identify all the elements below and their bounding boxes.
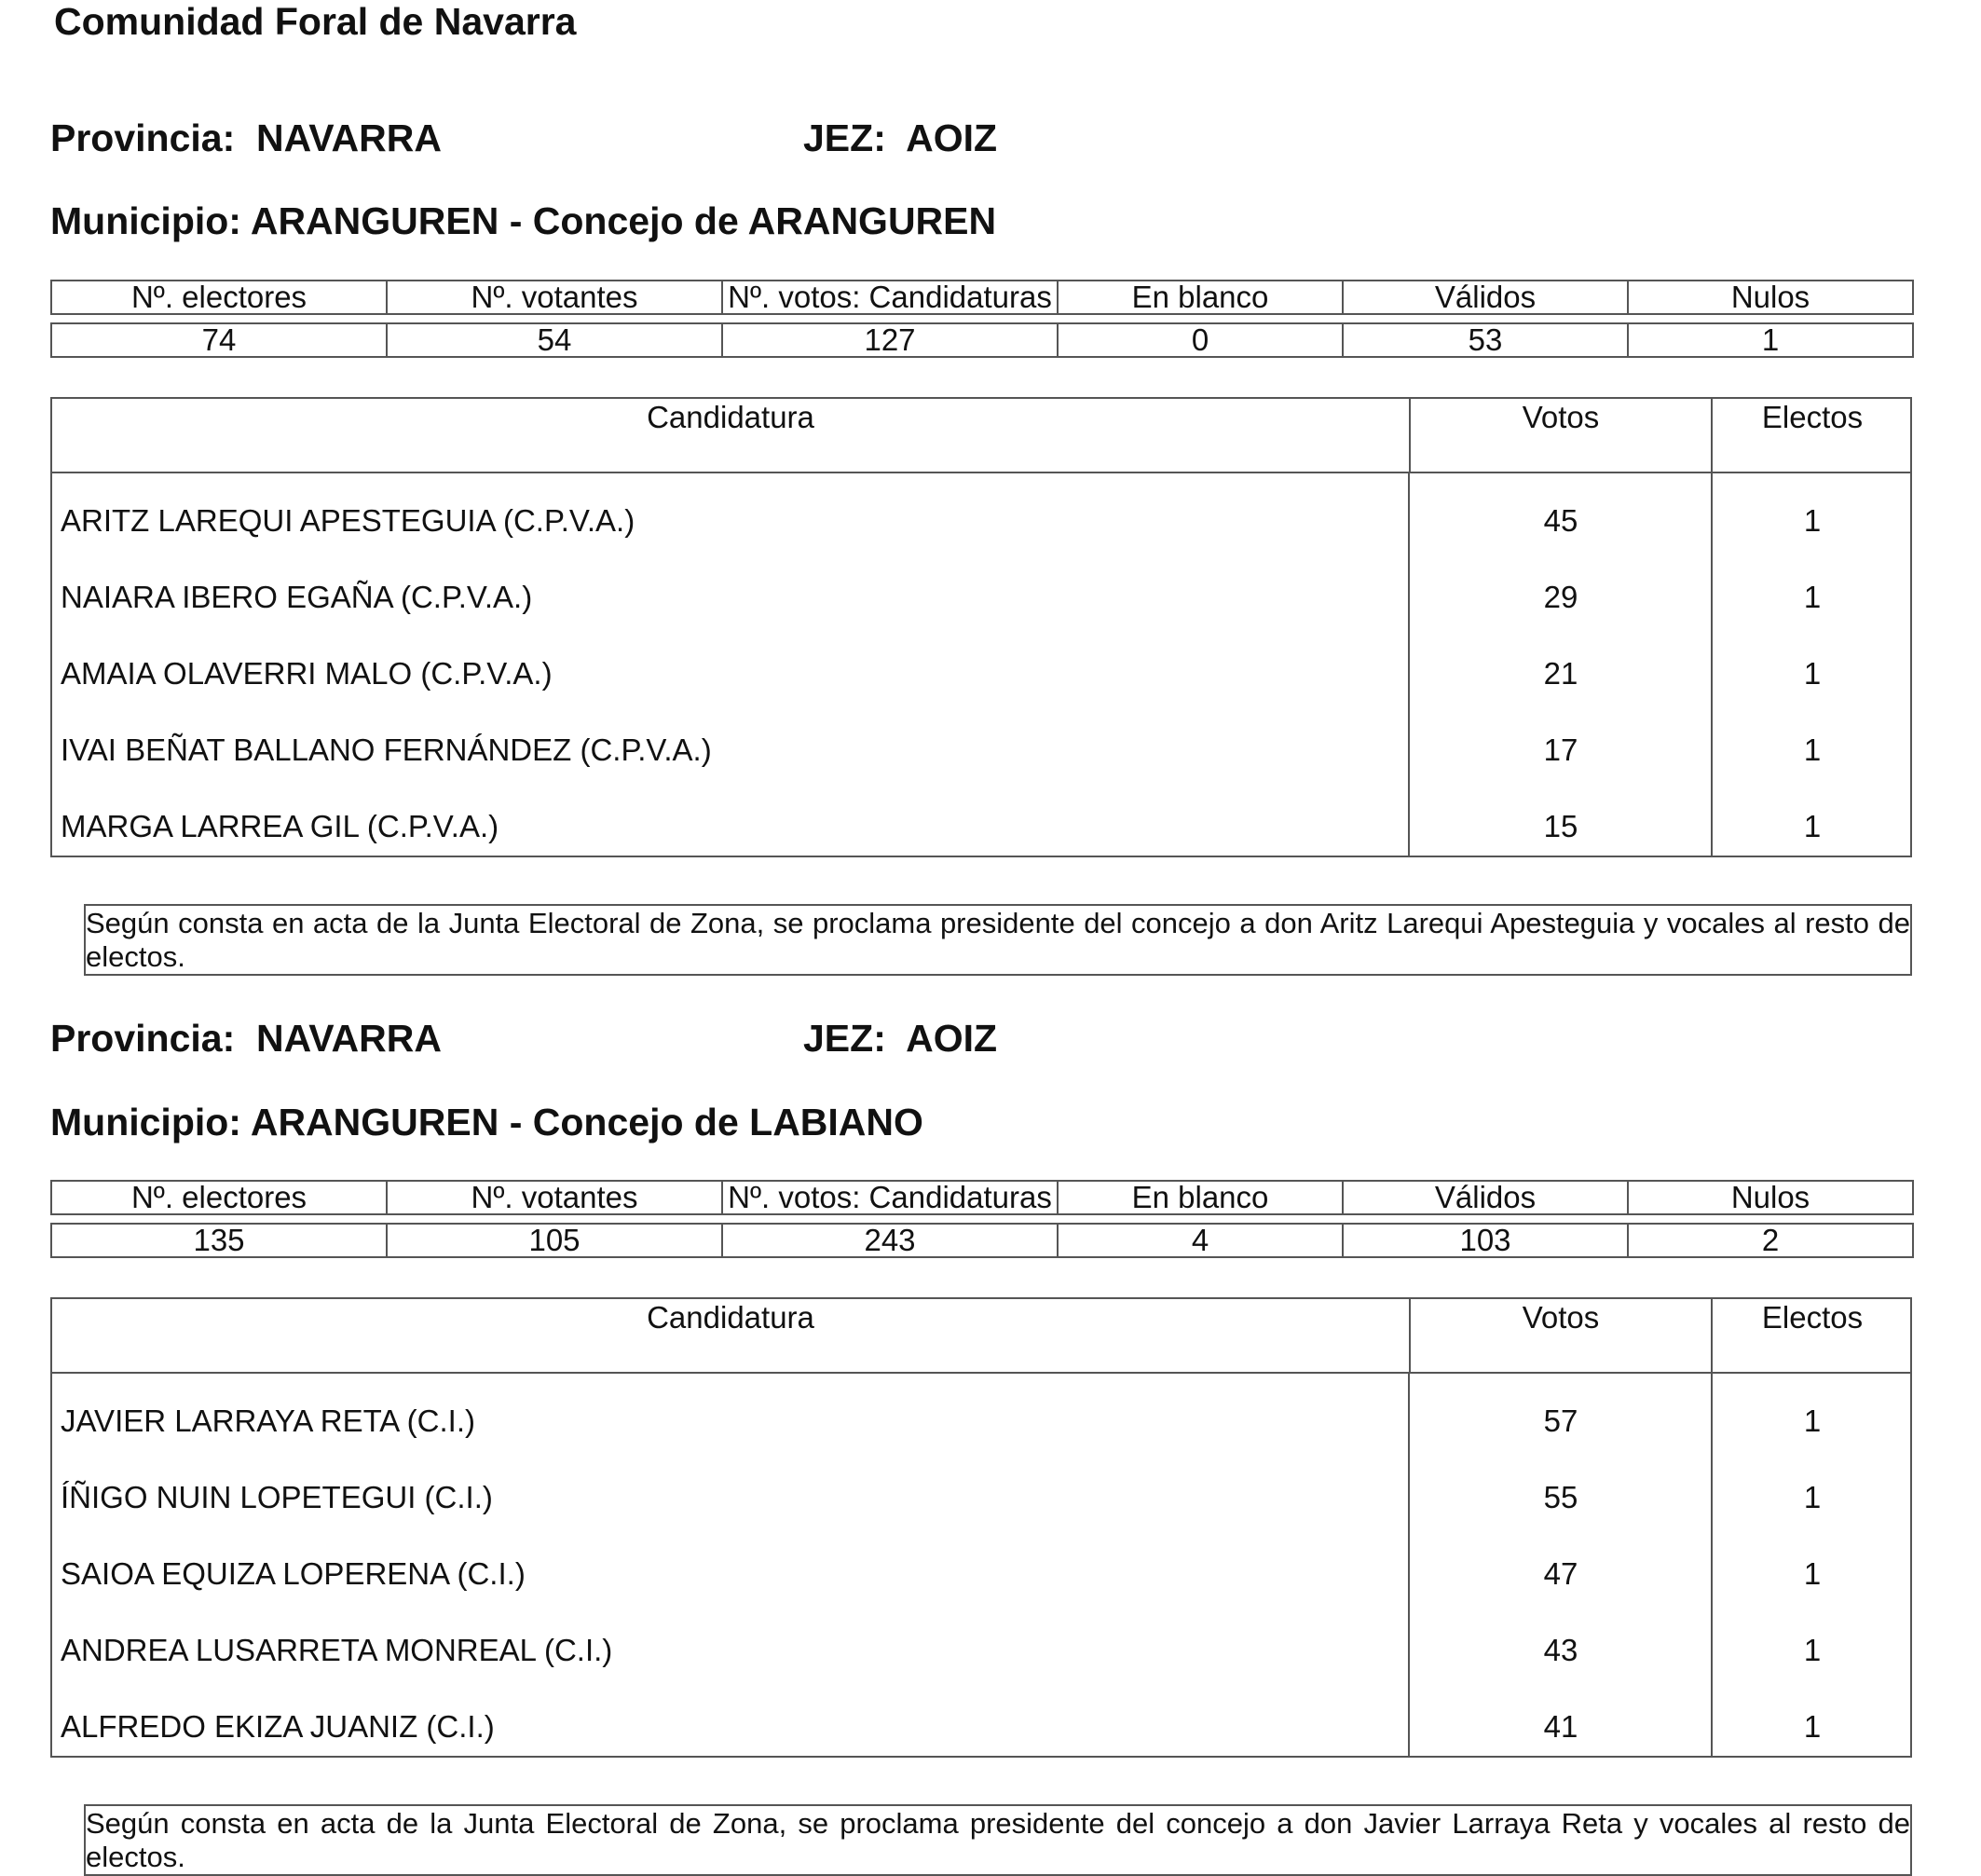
jez-value: AOIZ [906,1017,998,1060]
municipio-label: Municipio: [50,1101,241,1143]
stats-value-row [51,1224,1913,1257]
candidate-name: NAIARA IBERO EGAÑA (C.P.V.A.) [52,550,1410,626]
jez-label: JEZ: [803,116,886,159]
candidate-elected: 1 [1803,1556,1822,1591]
municipio-line [50,199,996,243]
stats-header-row [51,281,1913,314]
stats-value: 2 [1628,1224,1913,1257]
municipio-line [50,1101,923,1144]
stats-header: En blanco [1058,281,1343,314]
table-row [52,1603,1910,1679]
candidate-name: SAIOA EQUIZA LOPERENA (C.I.) [52,1527,1410,1603]
candidate-votes: 45 [1411,473,1713,550]
stats-value: 1 [1628,323,1913,357]
provincia-line [50,116,442,160]
candidate-elected: 1 [1803,1633,1822,1667]
stats-value: 74 [51,323,387,357]
candidate-name: IVAI BEÑAT BALLANO FERNÁNDEZ (C.P.V.A.) [52,703,1410,779]
jez-value: AOIZ [906,116,998,159]
header-candidatura: Candidatura [52,399,1411,472]
stats-header: Válidos [1343,1181,1628,1214]
candidate-elected: 1 [1803,503,1822,538]
stats-header: Nulos [1628,1181,1913,1214]
stats-header: Nº. electores [51,281,387,314]
candidates-table [50,397,1912,857]
proclamation-note: Según consta en acta de la Junta Electoral de Zona, se proclama presidente del concejo a don Javier Larraya Reta y vocales al resto de electos. [84,1804,1912,1876]
candidate-elected: 1 [1803,733,1822,767]
candidate-votes: 17 [1411,703,1713,779]
stats-header: Nulos [1628,281,1913,314]
stats-value: 54 [387,323,722,357]
provincia-value: NAVARRA [256,116,442,159]
stats-value: 105 [387,1224,722,1257]
stats-header-row [51,1181,1913,1214]
provincia-value: NAVARRA [256,1017,442,1060]
table-row [52,550,1910,626]
header-candidatura: Candidatura [52,1299,1411,1372]
candidate-votes: 21 [1411,626,1713,703]
stats-value: 127 [722,323,1058,357]
table-row [52,703,1910,779]
municipio-value: ARANGUREN - Concejo de ARANGUREN [250,199,997,242]
candidates-table [50,1297,1912,1758]
table-row [52,1450,1910,1527]
candidates-header [52,399,1910,473]
provincia-line [50,1017,442,1061]
table-row [52,779,1910,856]
candidate-votes: 15 [1411,779,1713,856]
candidate-elected: 1 [1803,1404,1822,1438]
municipio-value: ARANGUREN - Concejo de LABIANO [250,1101,923,1143]
candidate-name: ANDREA LUSARRETA MONREAL (C.I.) [52,1603,1410,1679]
stats-value: 135 [51,1224,387,1257]
stats-value: 4 [1058,1224,1343,1257]
stats-value-row [51,323,1913,357]
candidate-name: ARITZ LAREQUI APESTEGUIA (C.P.V.A.) [52,473,1410,550]
table-row [52,626,1910,703]
jez-line [803,1017,997,1061]
stats-header: En blanco [1058,1181,1343,1214]
table-row [52,1374,1910,1450]
table-row [52,473,1910,550]
candidate-name: ALFREDO EKIZA JUANIZ (C.I.) [52,1679,1410,1756]
stats-value: 0 [1058,323,1343,357]
candidate-elected: 1 [1803,809,1822,843]
candidate-votes: 47 [1411,1527,1713,1603]
candidate-elected: 1 [1803,656,1822,691]
header-electos: Electos [1761,400,1864,434]
jez-line [803,116,997,160]
stats-table [50,280,1914,358]
candidate-name: ÍÑIGO NUIN LOPETEGUI (C.I.) [52,1450,1410,1527]
stats-header: Nº. votantes [387,281,722,314]
table-row [52,1679,1910,1756]
stats-header: Nº. votantes [387,1181,722,1214]
stats-value: 243 [722,1224,1058,1257]
stats-table [50,1180,1914,1258]
header-electos: Electos [1761,1300,1864,1335]
candidate-elected: 1 [1803,580,1822,614]
candidate-votes: 43 [1411,1603,1713,1679]
header-votos: Votos [1411,399,1713,472]
stats-value: 103 [1343,1224,1628,1257]
candidate-votes: 57 [1411,1374,1713,1450]
municipio-label: Municipio: [50,199,241,242]
candidate-name: JAVIER LARRAYA RETA (C.I.) [52,1374,1410,1450]
proclamation-note: Según consta en acta de la Junta Electoral de Zona, se proclama presidente del concejo a don Aritz Larequi Apesteguia y vocales al resto de electos. [84,904,1912,976]
stats-header: Nº. votos: Candidaturas [722,1181,1058,1214]
stats-value: 53 [1343,323,1628,357]
candidate-elected: 1 [1803,1480,1822,1514]
candidate-name: AMAIA OLAVERRI MALO (C.P.V.A.) [52,626,1410,703]
candidate-name: MARGA LARREA GIL (C.P.V.A.) [52,779,1410,856]
provincia-label: Provincia: [50,116,236,159]
jez-label: JEZ: [803,1017,886,1060]
stats-header: Nº. votos: Candidaturas [722,281,1058,314]
candidate-votes: 55 [1411,1450,1713,1527]
candidates-header [52,1299,1910,1374]
stats-header: Nº. electores [51,1181,387,1214]
table-row [52,1527,1910,1603]
candidate-votes: 41 [1411,1679,1713,1756]
stats-header: Válidos [1343,281,1628,314]
region-title: Comunidad Foral de Navarra [54,0,577,43]
candidate-votes: 29 [1411,550,1713,626]
candidate-elected: 1 [1803,1709,1822,1744]
provincia-label: Provincia: [50,1017,236,1060]
header-votos: Votos [1411,1299,1713,1372]
